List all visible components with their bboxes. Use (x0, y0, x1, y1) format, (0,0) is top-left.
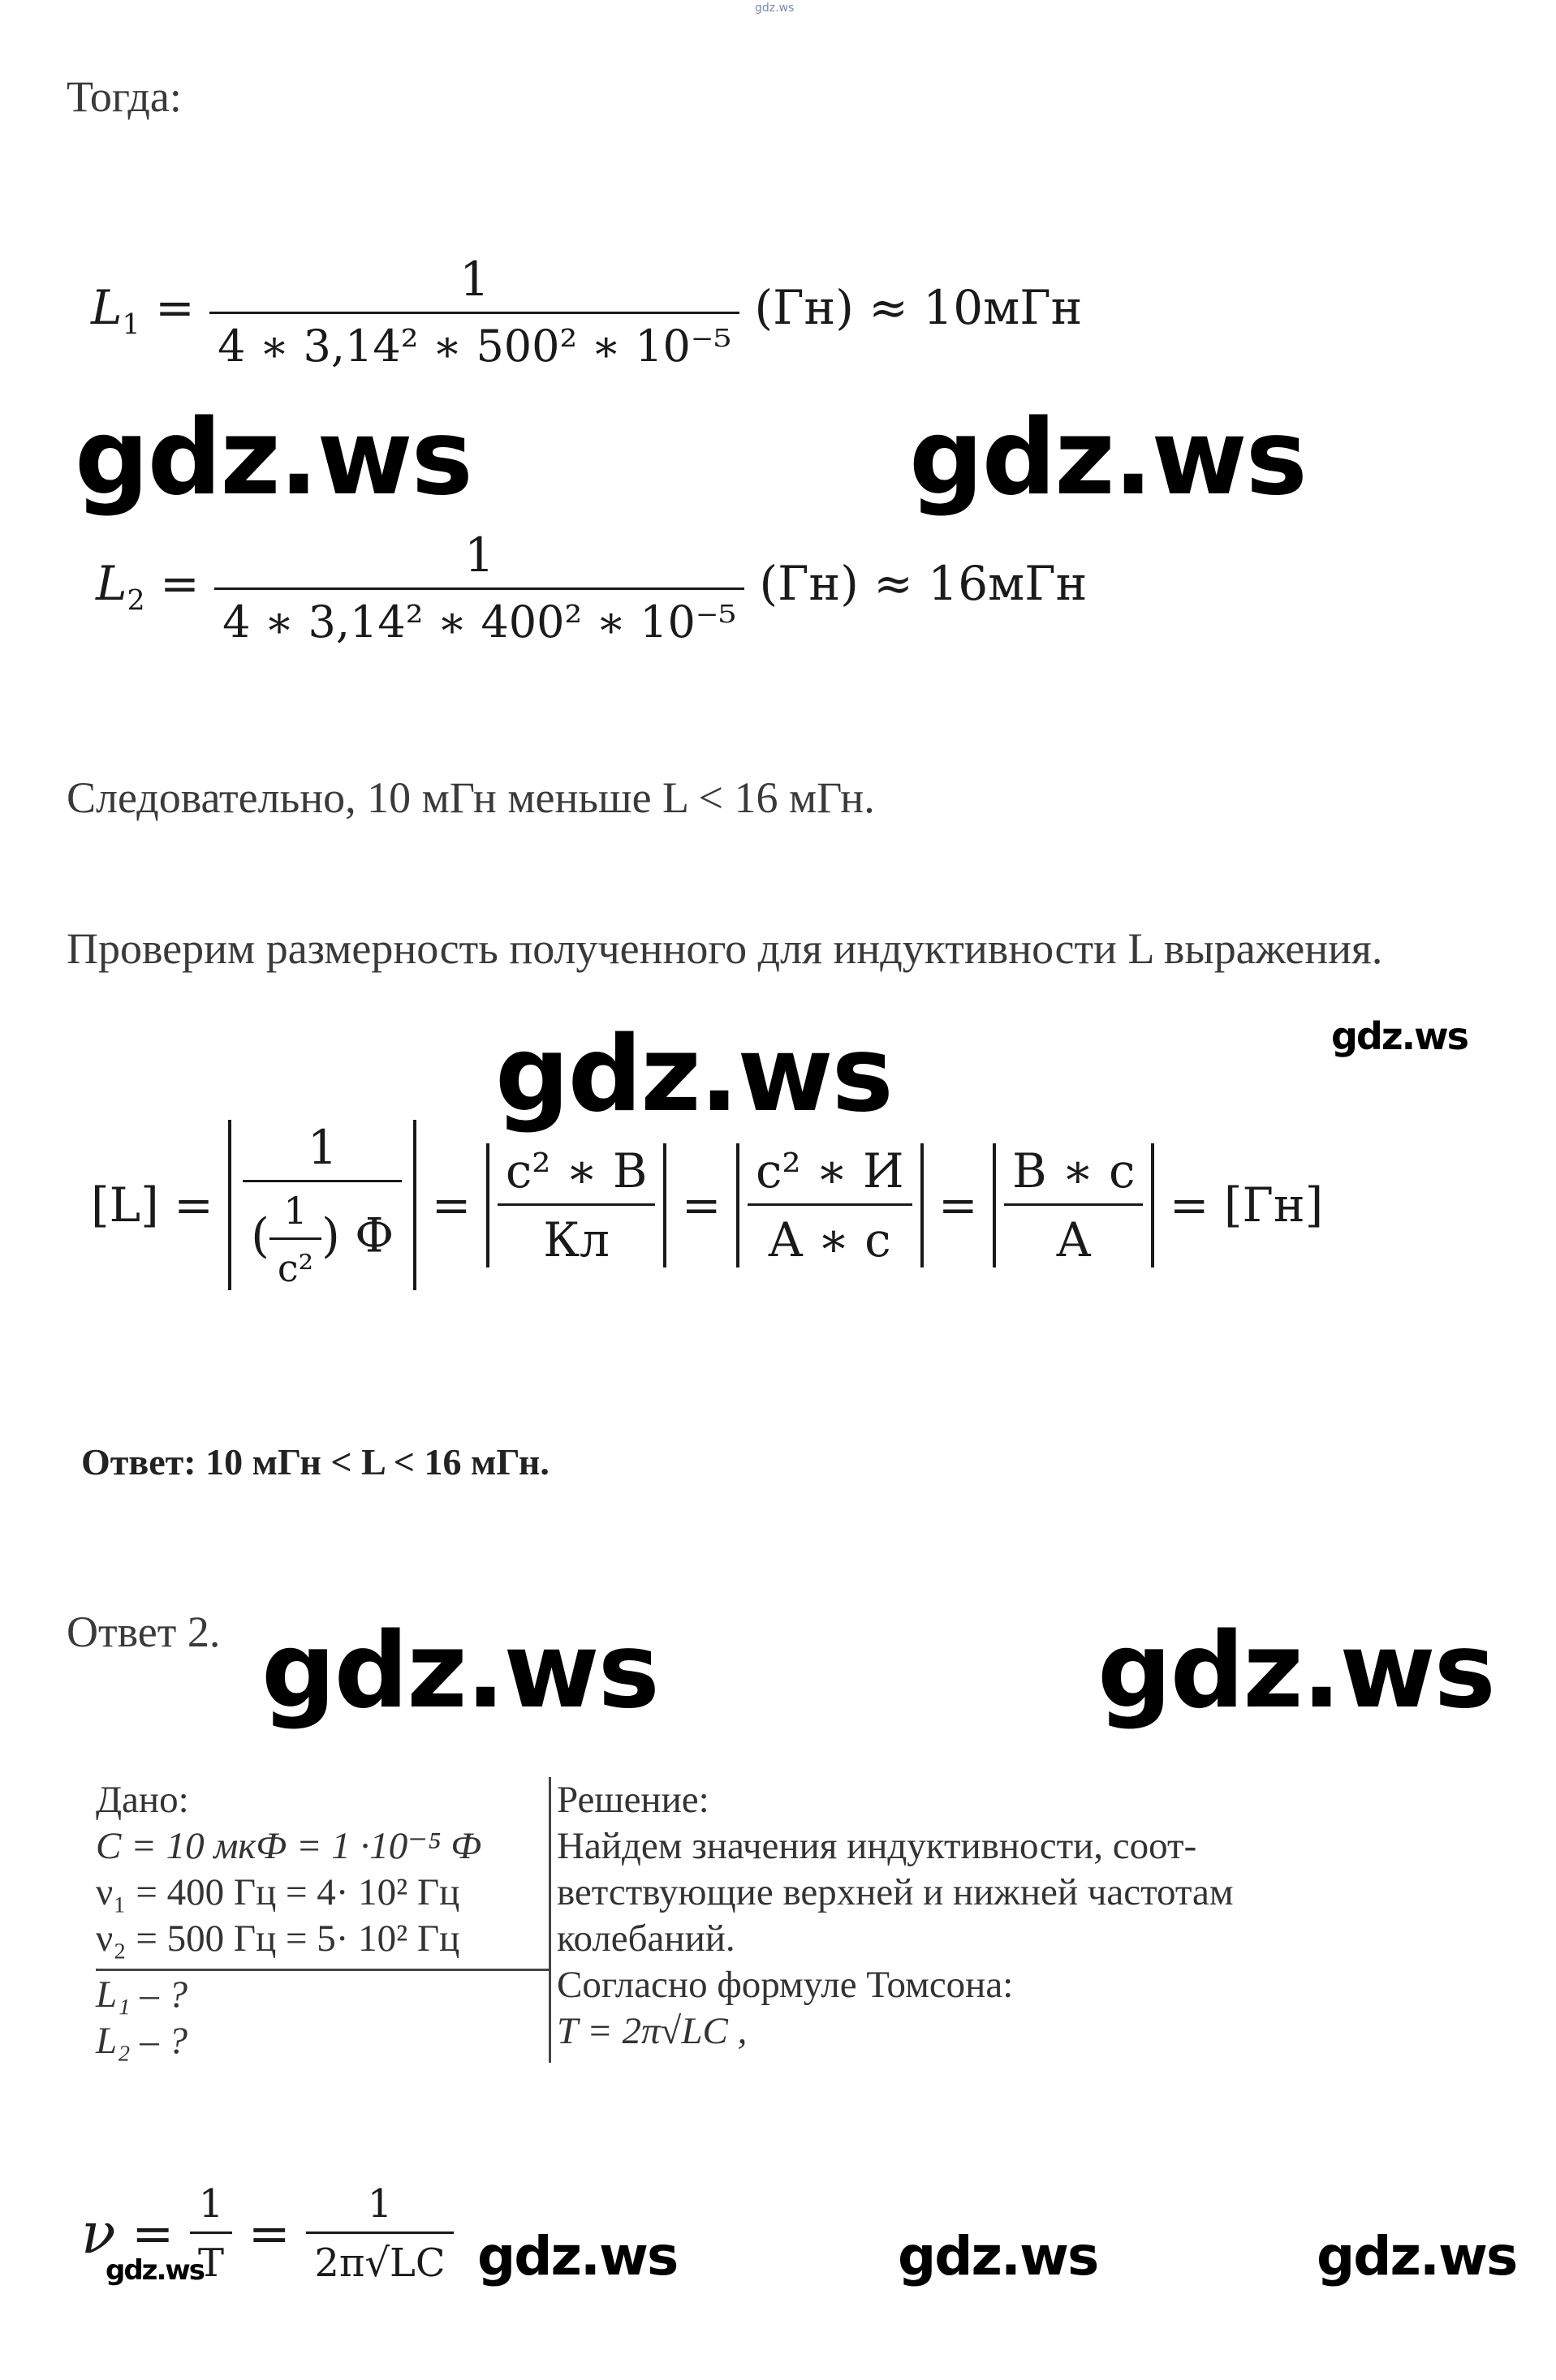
unknowns (96, 1972, 187, 2064)
formula-l2-denominator: 4 ∗ 3,14² ∗ 400² ∗ 10⁻⁵ (214, 587, 744, 648)
formula-l2-fraction (214, 527, 744, 648)
solution-title: Решение: (557, 1779, 709, 1821)
formula-l1-sub: 1 (122, 308, 140, 342)
equals-sign: = (938, 1177, 978, 1233)
answer-value: 10 мГн < L < 16 мГн. (205, 1441, 550, 1483)
dimension-lhs: [L] = (91, 1177, 213, 1233)
column-divider (549, 1777, 551, 2063)
given-line: C = 10 мкФ = 1 ·10⁻⁵ Ф (96, 1825, 482, 1867)
bottom-fraction-2 (306, 2181, 453, 2286)
formula-l1-lhs: L (91, 280, 123, 336)
dimension-term-3-numerator: c² ∗ И (755, 1143, 904, 1199)
dimension-term-1-numerator: 1 (307, 1120, 338, 1175)
dimension-term-4 (993, 1143, 1154, 1267)
dimension-term-1-denominator: ( $\frac{1}{\text{c²}}$ ) Ф (243, 1180, 402, 1290)
formula-l2-lhs: L (96, 556, 127, 612)
watermark: gdz.ws (1317, 2225, 1517, 2287)
formula-l1-approx: ≈ 10мГн (869, 280, 1083, 336)
dimension-result: = [Гн] (1169, 1177, 1324, 1233)
dimension-term-2-fraction (498, 1143, 656, 1267)
watermark: gdz.ws (495, 1014, 892, 1135)
watermark: gdz.ws (75, 398, 472, 519)
conclusion-text: Следовательно, 10 мГн меньше L < 16 мГн. (67, 773, 875, 822)
equals-sign: = (131, 2204, 175, 2263)
dimension-inner-fraction (269, 1189, 321, 1290)
intro-text: Тогда: (67, 72, 182, 121)
dimension-formula (91, 1120, 1323, 1290)
equals-sign: = (160, 556, 200, 612)
answer2-text: Ответ 2. (67, 1607, 221, 1656)
solution-line: колебаний. (557, 1917, 735, 1960)
equals-sign: = (681, 1177, 722, 1233)
answer-line (81, 1440, 550, 1483)
dimension-term-4-denominator: A (1004, 1203, 1143, 1267)
dimension-term-1-fraction (243, 1120, 402, 1290)
formula-l2-approx: ≈ 16мГн (873, 556, 1088, 612)
formula-l2 (96, 527, 1087, 648)
solution-line: T = 2π√LC , (557, 2010, 748, 2052)
watermark: gdz.ws (909, 398, 1306, 519)
dimension-term-2-numerator: c² ∗ B (505, 1143, 648, 1199)
watermark: gdz.ws (1331, 1014, 1468, 1058)
dimension-term-4-numerator: B ∗ c (1012, 1143, 1136, 1199)
equals-sign: = (155, 280, 195, 336)
given-divider (96, 1969, 550, 1971)
watermark: gdz.ws (106, 2254, 205, 2287)
bottom-fraction-2-denominator: 2π√LC (306, 2232, 453, 2286)
dimension-inner-unit: Ф (355, 1207, 394, 1263)
dimension-inner-denominator: c² (269, 1237, 321, 1290)
dimension-term-3-denominator: A ∗ c (748, 1203, 912, 1267)
bottom-fraction-1-numerator: 1 (198, 2181, 224, 2227)
answer-label: Ответ: (81, 1441, 196, 1483)
watermark: gdz.ws (261, 1611, 658, 1732)
dimension-term-3-fraction (748, 1143, 912, 1267)
watermark: gdz.ws (1097, 1611, 1494, 1732)
watermark: gdz.ws (898, 2225, 1098, 2287)
solution-line: Согласно формуле Томсона: (557, 1964, 1014, 2006)
bottom-formula-lhs: ν (81, 2200, 116, 2267)
dimension-term-2 (486, 1143, 667, 1267)
dimension-term-1 (228, 1120, 416, 1290)
solution-line: Найдем значения индуктивности, соот- (557, 1825, 1197, 1867)
bottom-fraction-1-denominator: T (190, 2232, 232, 2286)
bottom-fraction-2-numerator: 1 (367, 2181, 393, 2227)
formula-l1-denominator: 4 ∗ 3,14² ∗ 500² ∗ 10⁻⁵ (209, 312, 739, 372)
formula-l1-numerator: 1 (459, 252, 490, 307)
unknown-line: L₁ – ? (96, 1973, 187, 2016)
formula-l2-unit: (Гн) (759, 556, 859, 612)
solution-line: ветствующие верхней и нижней частотам (557, 1871, 1234, 1913)
formula-l1 (91, 252, 1082, 372)
formula-l2-sub: 2 (127, 584, 145, 618)
top-watermark: gdz.ws (755, 2, 795, 15)
given-title: Дано: (96, 1779, 189, 1821)
formula-l2-numerator: 1 (464, 527, 495, 583)
equals-sign: = (431, 1177, 472, 1233)
equals-sign: = (248, 2204, 291, 2263)
given-column (96, 1777, 550, 1962)
dimension-term-3 (736, 1143, 924, 1267)
formula-l1-unit: (Гн) (754, 280, 854, 336)
unknown-line: L₂ – ? (96, 2020, 187, 2062)
dimension-term-4-fraction (1004, 1143, 1143, 1267)
given-line: ν₂ = 500 Гц = 5· 10² Гц (96, 1917, 460, 1960)
dimension-inner-numerator: 1 (283, 1189, 308, 1233)
given-solution-table (96, 1777, 1338, 2069)
given-line: ν₁ = 400 Гц = 4· 10² Гц (96, 1871, 460, 1913)
solution-column (557, 1777, 1336, 2055)
watermark: gdz.ws (477, 2225, 678, 2287)
formula-l1-fraction (209, 252, 739, 372)
check-text: Проверим размерность полученного для индуктивности L выражения. (67, 924, 1383, 973)
dimension-term-2-denominator: Кл (498, 1203, 656, 1267)
